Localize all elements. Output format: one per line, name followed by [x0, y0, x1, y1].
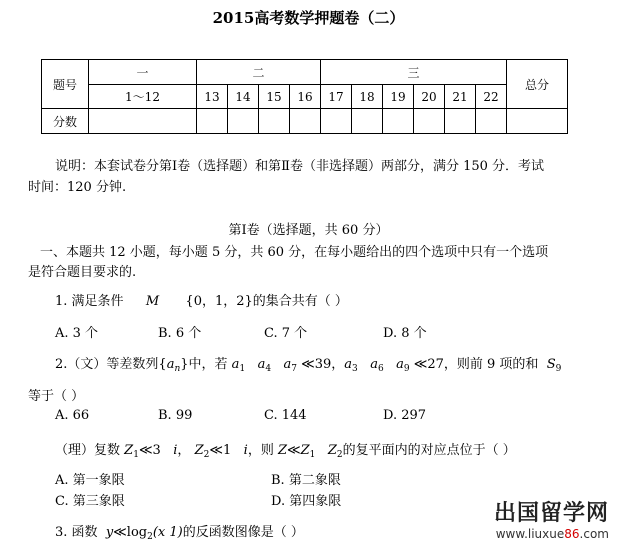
score-blank[interactable] — [321, 109, 352, 134]
score-blank-total[interactable] — [507, 109, 568, 134]
watermark-url — [494, 527, 609, 541]
q2-eq2: ≪27，则前 9 项的和 — [413, 357, 539, 372]
question-3 — [55, 521, 304, 542]
q2li-suffix: 的复平面内的对应点位于（ ） — [342, 443, 516, 458]
q2li-prefix: （理）复数 — [55, 443, 121, 458]
number-cell: 21 — [445, 85, 476, 109]
q2-option-d[interactable]: D. 297 — [383, 408, 427, 423]
q2-s2: 4 — [265, 364, 272, 374]
page-title: 2015高考数学押题卷（二） — [212, 9, 405, 27]
q1-option-c[interactable]: C. 7 个 — [264, 326, 308, 341]
q2-option-b[interactable]: B. 99 — [158, 408, 193, 423]
score-blank[interactable] — [352, 109, 383, 134]
section-1-header: 一 — [89, 60, 197, 85]
q2-S: S — [546, 357, 556, 372]
number-cell: 20 — [414, 85, 445, 109]
q3-y: y — [105, 525, 114, 540]
number-cell: 13 — [197, 85, 228, 109]
q2li-option-c[interactable]: C. 第三象限 — [55, 494, 125, 509]
section-3-header: 三 — [321, 60, 507, 85]
row-header-score: 分数 — [42, 109, 89, 134]
q2li-s4: 2 — [336, 450, 343, 460]
q2-eq1: ≪39， — [301, 357, 345, 372]
watermark-url-b: 86 — [564, 527, 580, 541]
score-blank[interactable] — [414, 109, 445, 134]
score-blank[interactable] — [476, 109, 507, 134]
q2-t2: a — [257, 357, 266, 372]
q2-t6: a — [396, 357, 404, 372]
q2li-p2: ≪1 — [209, 443, 232, 458]
q2li-z2: Z — [194, 443, 204, 458]
q1-set: {0，1，2}的集合共有（ ） — [185, 294, 348, 309]
score-blank[interactable] — [228, 109, 259, 134]
q2li-mid: ，则 — [247, 443, 274, 458]
question-2 — [55, 353, 561, 374]
q2li-z1b: Z — [300, 443, 310, 458]
instructions-line-2: 时间：120 分钟. — [28, 180, 127, 195]
q2-t3: a — [283, 357, 292, 372]
total-header: 总分 — [507, 60, 568, 109]
q1-option-d[interactable]: D. 8 个 — [383, 326, 427, 341]
score-blank[interactable] — [197, 109, 228, 134]
q2li-s2: 2 — [203, 450, 210, 460]
q2li-i1: i — [173, 443, 178, 458]
q2li-z: Z — [277, 443, 288, 458]
number-cell: 14 — [228, 85, 259, 109]
q1-var: M — [145, 294, 160, 309]
q2li-eq: ≪ — [287, 443, 301, 458]
number-cell: 16 — [290, 85, 321, 109]
q2li-option-d[interactable]: D. 第四象限 — [271, 494, 342, 509]
part1-heading: 第Ⅰ卷（选择题，共 60 分） — [228, 223, 389, 238]
q1-option-a[interactable]: A. 3 个 — [55, 326, 99, 341]
q3-eq: ≪log — [113, 525, 148, 540]
watermark-logo-text: 出国留学网 — [493, 501, 609, 526]
q2li-s1: 1 — [133, 450, 139, 460]
q2-option-c[interactable]: C. 144 — [264, 408, 307, 423]
q2-s3: 7 — [291, 364, 297, 374]
q2li-i2: i — [243, 443, 248, 458]
q2-s1: 1 — [239, 364, 246, 374]
q2li-option-b[interactable]: B. 第二象限 — [271, 473, 341, 488]
q2li-s3: 1 — [309, 450, 316, 460]
q2-S9: 9 — [555, 364, 562, 374]
q2-t5: a — [370, 357, 378, 372]
number-cell: 17 — [321, 85, 352, 109]
score-blank[interactable] — [383, 109, 414, 134]
number-cell: 15 — [259, 85, 290, 109]
section-intro-line-2: 是符合题目要求的. — [28, 265, 137, 280]
q3-suffix: 的反函数图像是（ ） — [182, 525, 304, 540]
watermark-url-c: .com — [579, 527, 609, 541]
q2-s4: 3 — [352, 364, 358, 374]
section-intro-line-1: 一、本题共 12 小题，每小题 5 分，共 60 分，在每小题给出的四个选项中只有一个选项 — [40, 245, 549, 260]
q2-s6: 9 — [403, 364, 410, 374]
row-header-question-number: 题号 — [42, 60, 89, 109]
watermark-url-a: www.liuxue — [495, 527, 565, 541]
q2-mid1: }中，若 — [180, 357, 228, 372]
q2li-p1: ≪3 — [138, 443, 161, 458]
q2-prefix: 2.（文）等差数列{ — [55, 357, 167, 372]
range-cell: 1～12 — [89, 85, 197, 109]
score-blank[interactable] — [89, 109, 197, 134]
question-1 — [55, 290, 348, 309]
q2-t1: a — [231, 357, 240, 372]
score-blank[interactable] — [259, 109, 290, 134]
number-cell: 22 — [476, 85, 507, 109]
q2-a: a — [166, 357, 175, 372]
number-cell: 18 — [352, 85, 383, 109]
score-blank[interactable] — [445, 109, 476, 134]
q1-prefix: 1. 满足条件 — [55, 294, 124, 309]
q2-option-a[interactable]: A. 66 — [55, 408, 90, 423]
site-watermark — [494, 496, 609, 541]
score-blank[interactable] — [290, 109, 321, 134]
number-cell: 19 — [383, 85, 414, 109]
q2-s5: 6 — [377, 364, 384, 374]
q2-n: n — [174, 364, 181, 374]
score-table — [41, 59, 568, 134]
q2-line-2: 等于（ ） — [28, 389, 85, 404]
q2li-comma: ， — [177, 443, 191, 458]
q3-arg: (x 1) — [152, 525, 183, 540]
q3-base: 2 — [147, 532, 153, 542]
instructions-line-1: 说明：本套试卷分第Ⅰ卷（选择题）和第Ⅱ卷（非选择题）两部分，满分 150 分．考试 — [55, 159, 545, 174]
section-2-header: 二 — [197, 60, 321, 85]
q1-option-b[interactable]: B. 6 个 — [158, 326, 202, 341]
q2-t4: a — [344, 357, 353, 372]
question-2-li — [55, 439, 516, 460]
q2li-z1: Z — [124, 443, 134, 458]
q2li-z2b: Z — [327, 443, 337, 458]
q3-prefix: 3. 函数 — [55, 525, 98, 540]
q2li-option-a[interactable]: A. 第一象限 — [55, 473, 125, 488]
